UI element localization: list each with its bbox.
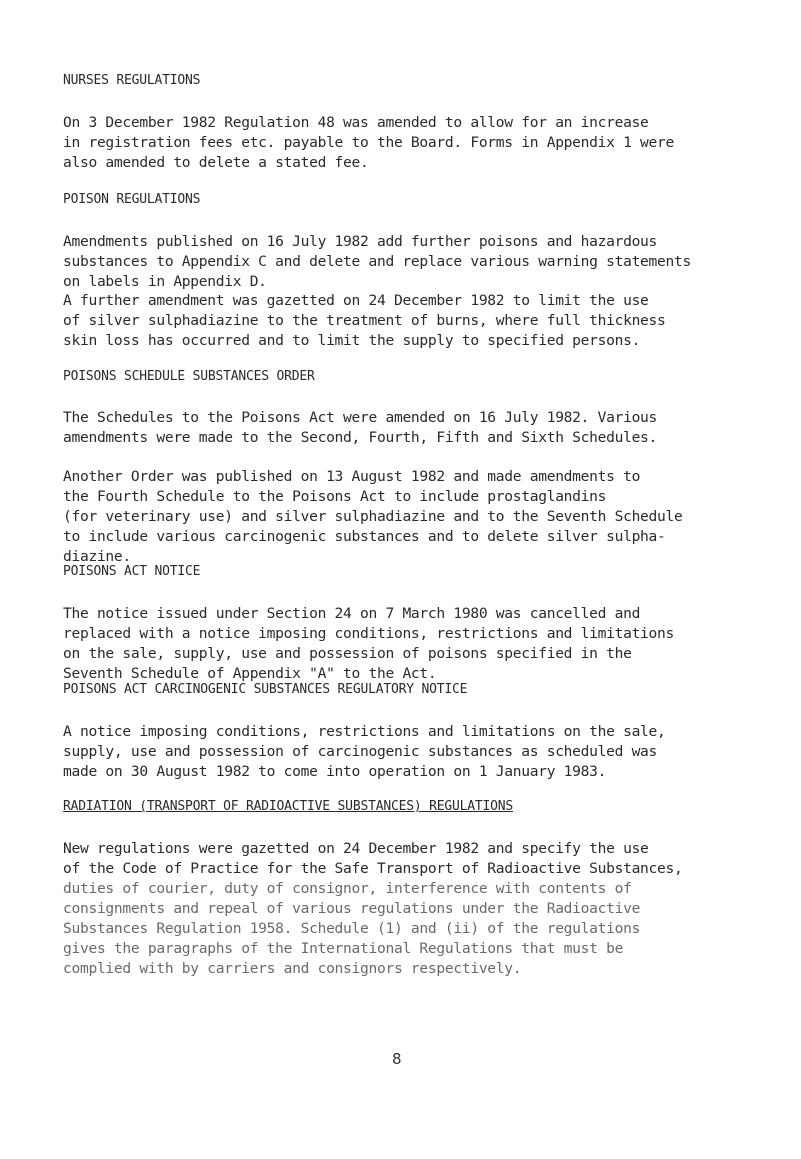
text-line: of the Code of Practice for the Safe Transport of Radioactive Substances, <box>63 860 683 877</box>
text-line: made on 30 August 1982 to come into operation on 1 January 1983. <box>63 763 607 780</box>
text-line: On 3 December 1982 Regulation 48 was amended to allow for an increase <box>63 114 649 131</box>
text-line: Substances Regulation 1958. Schedule (1) and (ii) of the regulations <box>63 920 641 937</box>
text-line: The Schedules to the Poisons Act were amended on 16 July 1982. Various <box>63 409 658 426</box>
paragraph-carcinogenic-notice <box>63 722 753 782</box>
section-heading-nurses-regulations: NURSES REGULATIONS <box>63 73 201 88</box>
section-heading-poison-regulations: POISON REGULATIONS <box>63 192 201 207</box>
text-line: of silver sulphadiazine to the treatment of burns, where full thickness <box>63 312 666 329</box>
paragraph-poisons-schedule-1 <box>63 408 753 448</box>
text-line: consignments and repeal of various regulations under the Radioactive <box>63 900 641 917</box>
paragraph-nurses-regulations <box>63 113 753 173</box>
section-heading-radiation-regulations: RADIATION (TRANSPORT OF RADIOACTIVE SUBSTANCES) REGULATIONS <box>63 799 513 814</box>
text-line: New regulations were gazetted on 24 December 1982 and specify the use <box>63 840 649 857</box>
paragraph-poison-regulations-1 <box>63 232 753 292</box>
text-line: skin loss has occurred and to limit the supply to specified persons. <box>63 332 641 349</box>
text-line: gives the paragraphs of the International Regulations that must be <box>63 940 624 957</box>
text-line: diazine. <box>63 548 131 565</box>
text-line: also amended to delete a stated fee. <box>63 154 369 171</box>
text-line: on labels in Appendix D. <box>63 273 267 290</box>
text-line: amendments were made to the Second, Fourth, Fifth and Sixth Schedules. <box>63 429 658 446</box>
text-line: A further amendment was gazetted on 24 December 1982 to limit the use <box>63 292 649 309</box>
paragraph-poisons-schedule-2 <box>63 467 753 567</box>
section-heading-poisons-act-notice: POISONS ACT NOTICE <box>63 564 201 579</box>
paragraph-radiation-regulations <box>63 839 753 979</box>
text-line: complied with by carriers and consignors respectively. <box>63 960 522 977</box>
text-line: The notice issued under Section 24 on 7 March 1980 was cancelled and <box>63 605 641 622</box>
page-number: 8 <box>392 1050 402 1068</box>
text-line: (for veterinary use) and silver sulphadiazine and to the Seventh Schedule <box>63 508 683 525</box>
text-line: Another Order was published on 13 August 1982 and made amendments to <box>63 468 641 485</box>
text-line: to include various carcinogenic substances and to delete silver sulpha- <box>63 528 666 545</box>
text-line: duties of courier, duty of consignor, interference with contents of <box>63 880 632 897</box>
section-heading-carcinogenic-notice: POISONS ACT CARCINOGENIC SUBSTANCES REGULATORY NOTICE <box>63 682 468 697</box>
text-line: on the sale, supply, use and possession of poisons specified in the <box>63 645 632 662</box>
text-line: supply, use and possession of carcinogenic substances as scheduled was <box>63 743 658 760</box>
text-line: replaced with a notice imposing conditions, restrictions and limitations <box>63 625 675 642</box>
paragraph-poison-regulations-2 <box>63 291 753 351</box>
text-line: A notice imposing conditions, restrictions and limitations on the sale, <box>63 723 666 740</box>
text-line: Seventh Schedule of Appendix "A" to the Act. <box>63 665 437 682</box>
paragraph-poisons-act-notice <box>63 604 753 684</box>
text-line: the Fourth Schedule to the Poisons Act to include prostaglandins <box>63 488 607 505</box>
section-heading-poisons-schedule-order: POISONS SCHEDULE SUBSTANCES ORDER <box>63 369 315 384</box>
text-line: Amendments published on 16 July 1982 add further poisons and hazardous <box>63 233 658 250</box>
text-line: in registration fees etc. payable to the Board. Forms in Appendix 1 were <box>63 134 675 151</box>
text-line: substances to Appendix C and delete and replace various warning statements <box>63 253 691 270</box>
